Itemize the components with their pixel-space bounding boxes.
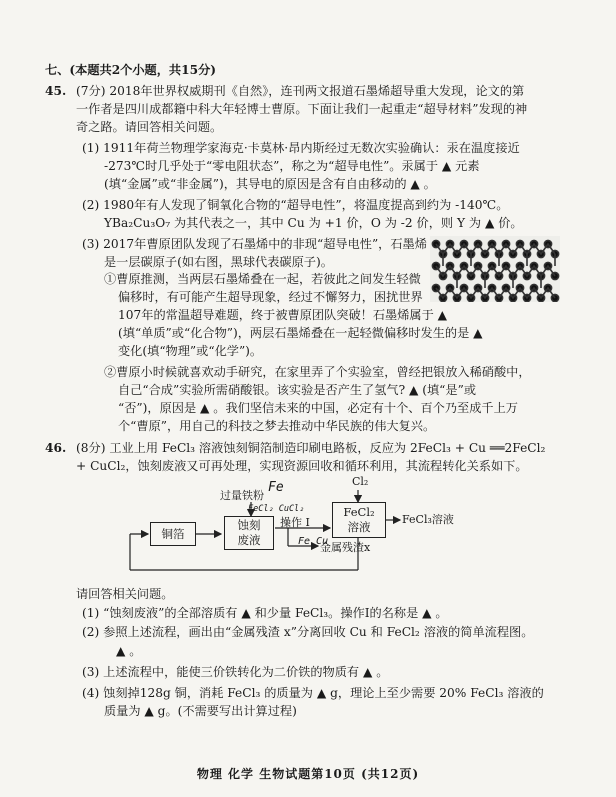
label-metal-residue: 金属残渣x <box>320 541 371 554</box>
q46-sub2-line1: (2) 参照上述流程，画出由“金属残渣 x”分离回收 Cu 和 FeCl₂ 溶液的简单流程图。 <box>82 625 534 639</box>
section-heading: 七、(本题共2个小题，共15分) <box>45 63 217 77</box>
q45-p3a-line4: (填“单质”或“化合物”)，两层石墨烯叠在一起轻微偏移时发生的是 ▲ <box>118 326 483 340</box>
q46-line2: + CuCl₂，蚀刻废液又可再处理，实现资源回收和循环利用，其流程转化关系如下。 <box>76 459 528 473</box>
box-waste-text2: 废液 <box>237 533 261 547</box>
q46-line1: (8分) 工业上用 FeCl₃ 溶液蚀刻铜箔制造印刷电路板，反应为 2FeCl₃ + Cu ══2FeCl₂ <box>76 441 546 455</box>
box-etching-waste <box>224 516 274 550</box>
q45-p3b-line2: 自己“合成”实验所需硝酸银。该实验是否产生了氢气? ▲ (填“是”或 <box>118 383 477 397</box>
label-fecl3-output: FeCl₃溶液 <box>402 513 454 526</box>
q45-p3-line2: 是一层碳原子(如右图，黑球代表碳原子)。 <box>104 255 333 269</box>
page-footer: 物理 化学 生物试题第10页 (共12页) <box>196 767 420 781</box>
label-operation-1: 操作 I <box>280 516 310 529</box>
q46-sub3: (3) 上述流程中，能使三价铁转化为二价铁的物质有 ▲ 。 <box>82 665 389 679</box>
q45-p3a-line3: 107年的常温超导难题，终于被曹原团队突破！石墨烯属于 ▲ <box>118 308 448 322</box>
q45-p3-line1: (3) 2017年曹原团队发现了石墨烯中的非现“超导电性”，石墨烯 <box>82 237 427 251</box>
q46-sub2-line2: ▲ 。 <box>116 644 142 658</box>
q46-sub4-line2: 质量为 ▲ g。(不需要写出计算过程) <box>104 704 297 718</box>
q45-line2: 一作者是四川成都籍中科大年轻博士曹原。下面让我们一起重走“超导材料”发现的神 <box>76 102 528 116</box>
handwritten-fe: Fe <box>268 480 284 495</box>
q45-p3b-line3: “否”)，原因是 ▲ 。我们坚信未来的中国，必定有十个、百个乃至成千上万 <box>118 401 518 415</box>
q45-p3b-line4: 个“曹原”，用自己的科技之梦去推动中华民族的伟大复兴。 <box>118 419 436 433</box>
q45-p1-line2: -273℃时几乎处于“零电阻状态”，称之为“超导电性”。汞属于 ▲ 元素 <box>104 159 480 173</box>
graphene-lattice-icon <box>430 236 560 302</box>
q45-p1-line3: (填“金属”或“非金属”)，其导电的原因是含有自由移动的 ▲ 。 <box>104 177 436 191</box>
label-cl2: Cl₂ <box>352 475 369 488</box>
q46-sub1: (1) “蚀刻废液”的全部溶质有 ▲ 和少量 FeCl₃。操作I的名称是 ▲ 。 <box>82 606 448 620</box>
q45-p3a-line1: ①曹原推测，当两层石墨烯叠在一起，若彼此之间发生轻微 <box>104 272 421 286</box>
label-excess-iron: 过量铁粉 <box>220 489 264 502</box>
q45-line1: (7分) 2018年世界权威期刊《自然》，连刊两文报道石墨烯超导重大发现，论文的第 <box>76 84 525 98</box>
box-fecl2-text2: 溶液 <box>347 520 371 534</box>
q45-p1-line1: (1) 1911年荷兰物理学家海克·卡莫林·昂内斯经过无数次实验确认：汞在温度接近 <box>82 141 520 155</box>
q46-number: 46. <box>45 441 67 455</box>
q45-p2-line2: YBa₂Cu₃O₇ 为其代表之一，其中 Cu 为 +1 价，O 为 -2 价，则 Y 为 ▲ 价。 <box>104 216 523 230</box>
handwritten-fe-cu: Fe Cu <box>298 536 329 547</box>
box-copper-foil: 铜箔 <box>150 522 196 546</box>
q45-p3b-line1: ②曹原小时候就喜欢动手研究，在家里弄了个实验室，曾经把银放入稀硝酸中， <box>104 365 531 379</box>
box-fecl2-solution <box>332 502 386 538</box>
q45-p2-line1: (2) 1980年有人发现了铜氧化合物的“超导电性”，将温度提高到约为 -140℃。 <box>82 198 509 212</box>
q45-line3: 奇之路。请回答相关问题。 <box>76 120 223 134</box>
q45-number: 45. <box>45 84 67 98</box>
box-fecl2-text1: FeCl₂ <box>343 505 375 519</box>
graphene-figure <box>430 236 560 302</box>
q46-sub4-line1: (4) 蚀刻掉128g 铜，消耗 FeCl₃ 的质量为 ▲ g，理论上至少需要 20% FeCl₃ 溶液的 <box>82 686 544 700</box>
q45-p3a-line2: 偏移时，有可能产生超导现象，经过不懈努力，困扰世界 <box>118 290 423 304</box>
q46-prompt: 请回答相关问题。 <box>76 587 174 601</box>
box-waste-text1: 蚀刻 <box>237 518 261 532</box>
flow-diagram <box>120 476 490 576</box>
handwritten-fecl2-cucl2: FeCl₂ CuCl₂ <box>248 504 305 514</box>
q45-p3a-line5: 变化(填“物理”或“化学”)。 <box>118 344 263 358</box>
